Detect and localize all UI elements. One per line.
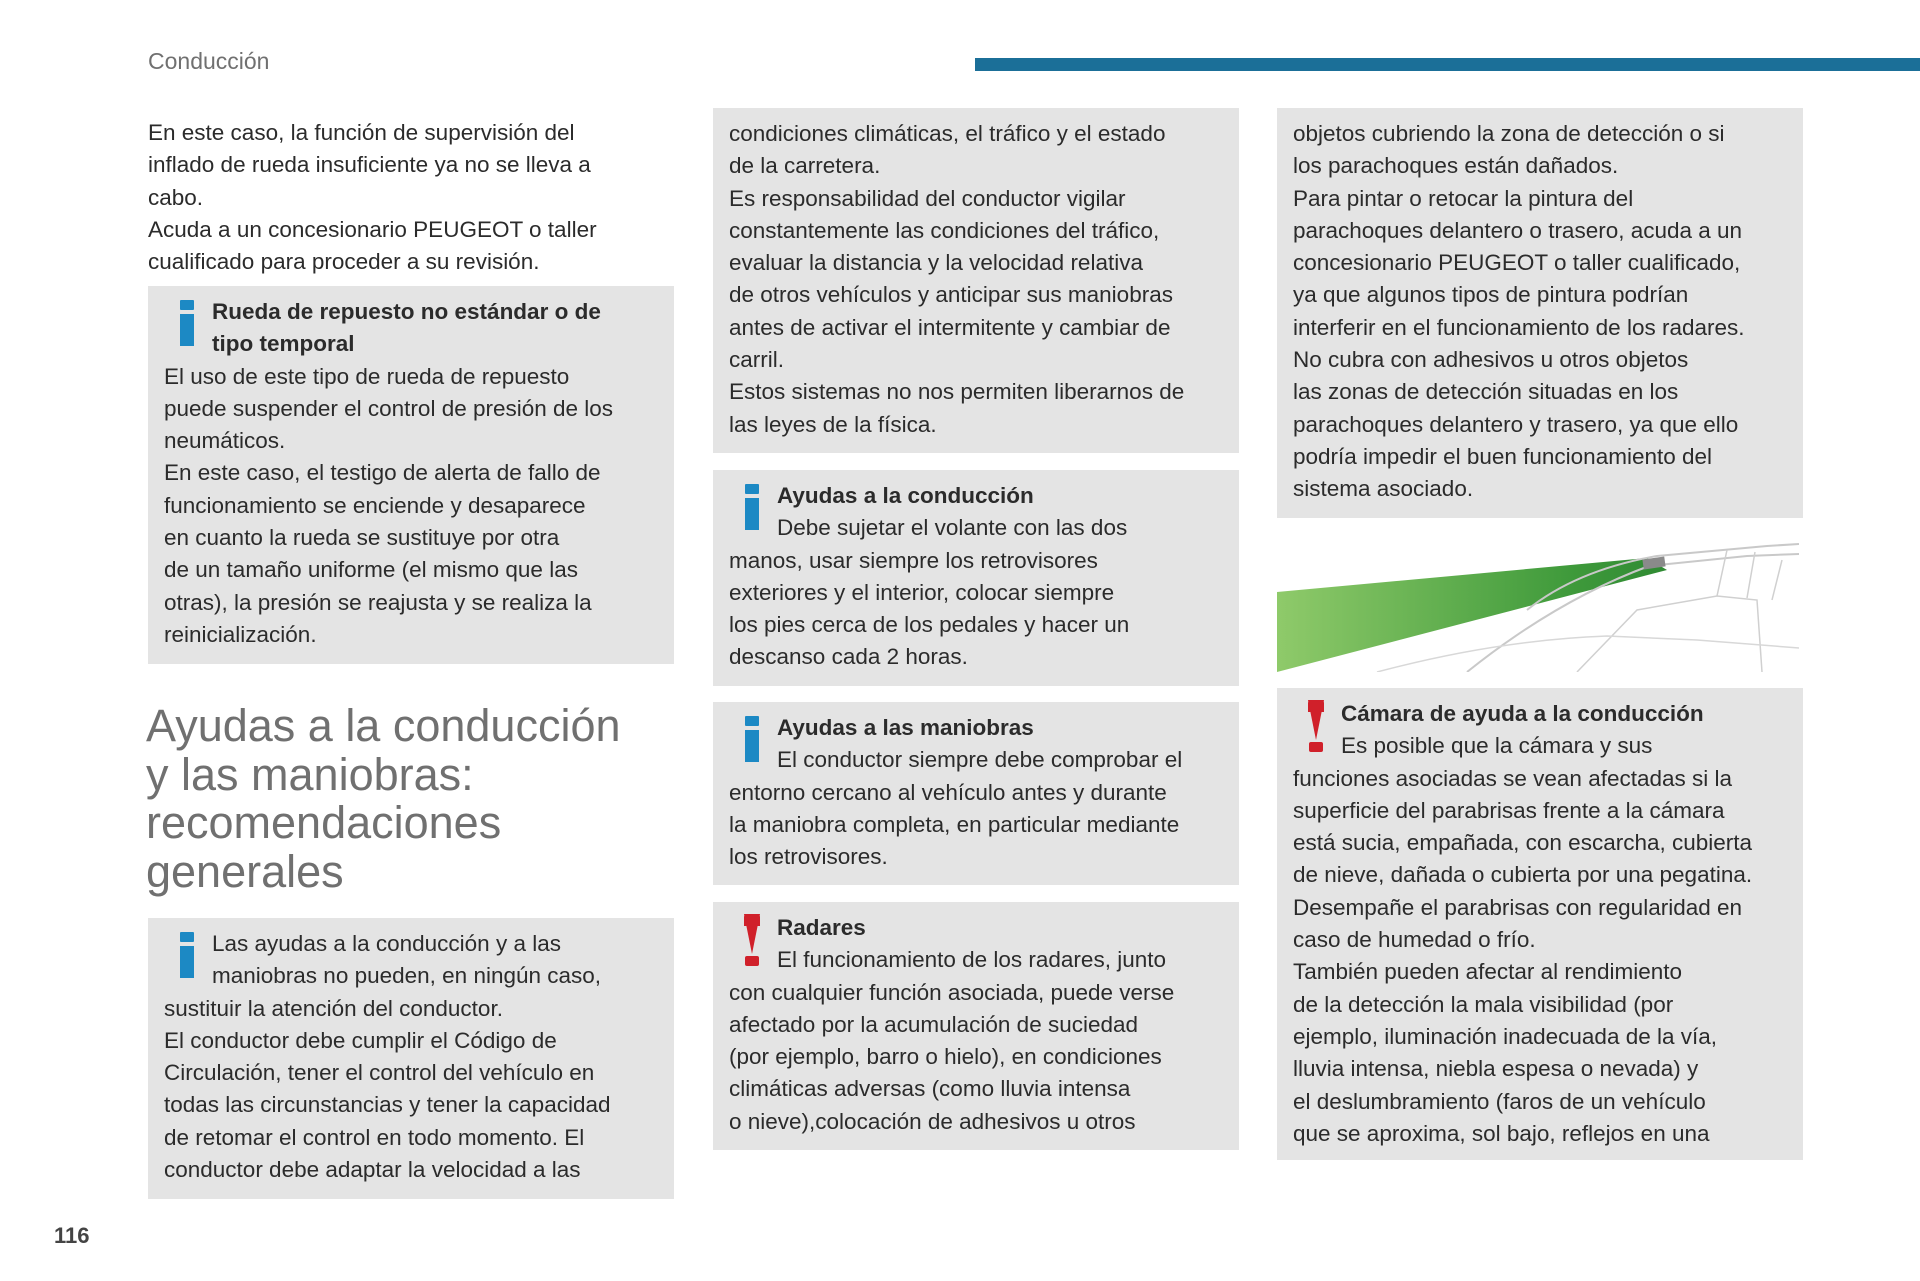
text-line: carril.: [729, 347, 784, 373]
text-line: está sucia, empañada, con escarcha, cubierta: [1293, 830, 1753, 856]
text-line: las leyes de la física.: [729, 411, 937, 437]
text-line: Circulación, tener el control del vehículo en: [164, 1060, 595, 1086]
text-line: sistema asociado.: [1293, 476, 1474, 502]
text-line: puede suspender el control de presión de los: [164, 395, 614, 421]
box-body: [164, 361, 658, 652]
text-line: ejemplo, iluminación inadecuada de la vía,: [1293, 1023, 1718, 1049]
text-line: de nieve, dañada o cubierta por una pegatina.: [1293, 862, 1753, 888]
text-line: concesionario PEUGEOT o taller cualificado,: [1293, 250, 1741, 276]
text-line: podría impedir el buen funcionamiento del: [1293, 443, 1713, 469]
text-line: con cualquier función asociada, puede verse: [729, 979, 1175, 1005]
camera-warning-box: [1277, 688, 1803, 1160]
warning-icon: [729, 912, 777, 970]
text-line: conductor debe adaptar la velocidad a las: [164, 1157, 581, 1183]
text-line: de un tamaño uniforme (el mismo que las: [164, 557, 578, 583]
text-line: Es responsabilidad del conductor vigilar: [729, 185, 1126, 211]
windscreen-camera-illustration: [1277, 540, 1799, 672]
text-line: ya que algunos tipos de pintura podrían: [1293, 282, 1689, 308]
text-line: lluvia intensa, niebla espesa o nevada) y: [1293, 1056, 1699, 1082]
text-line: Desempañe el parabrisas con regularidad en: [1293, 894, 1743, 920]
box-lead: [164, 928, 658, 993]
continued-info-box: [713, 108, 1239, 453]
text-line: condiciones climáticas, el tráfico y el estado: [729, 121, 1166, 146]
text-line: superficie del parabrisas frente a la cámara: [1293, 797, 1725, 823]
text-line: de la detección la mala visibilidad (por: [1293, 991, 1674, 1017]
text-line: afectado por la acumulación de suciedad: [729, 1011, 1139, 1037]
text-line: En este caso, el testigo de alerta de fallo de: [164, 460, 601, 486]
box-title: Radares: [777, 915, 866, 940]
box-title-line: tipo temporal: [212, 331, 355, 357]
driving-aids-info-box: [148, 918, 674, 1199]
text-line: climáticas adversas (como lluvia intensa: [729, 1076, 1131, 1102]
box-body: [164, 993, 658, 1187]
driving-aid-tip-box: [713, 470, 1239, 686]
text-line: constantemente las condiciones del tráfico,: [729, 217, 1160, 243]
text-line: Debe sujetar el volante con las dos: [777, 515, 1128, 541]
box-title-line: Rueda de repuesto no estándar o de: [212, 299, 601, 324]
header-accent-bar: [975, 58, 1920, 71]
box-body: [729, 545, 1223, 674]
camera-beam: [1277, 558, 1667, 672]
heading-line: Ayudas a la conducción: [146, 700, 621, 751]
text-line: El conductor debe cumplir el Código de: [164, 1027, 557, 1053]
info-icon: [164, 296, 212, 354]
section-label: Conducción: [148, 48, 270, 74]
info-icon: [729, 712, 777, 770]
section-heading: [146, 702, 686, 896]
text-line: Estos sistemas no nos permiten liberarnos de: [729, 379, 1185, 405]
text-line: las zonas de detección situadas en los: [1293, 379, 1679, 405]
text-line: los retrovisores.: [729, 844, 888, 870]
text-line: objetos cubriendo la zona de detección o si: [1293, 121, 1725, 146]
text-line: funcionamiento se enciende y desaparece: [164, 492, 586, 518]
text-line: cabo.: [148, 184, 204, 210]
door-line: [1577, 596, 1762, 672]
text-line: de retomar el control en todo momento. El: [164, 1124, 585, 1150]
text-line: manos, usar siempre los retrovisores: [729, 547, 1098, 573]
text-line: caso de humedad o frío.: [1293, 927, 1536, 953]
box-title: [164, 296, 658, 361]
spare-wheel-info-box: [148, 286, 674, 664]
text-line: (por ejemplo, barro o hielo), en condiciones: [729, 1044, 1162, 1070]
text-line: antes de activar el intermitente y cambiar de: [729, 314, 1171, 340]
text-line: El conductor siempre debe comprobar el: [777, 747, 1183, 773]
hood-line: [1377, 636, 1799, 672]
text-line: en cuanto la rueda se sustituye por otra: [164, 525, 560, 551]
text-line: otras), la presión se reajusta y se realiza la: [164, 589, 592, 615]
text-line: evaluar la distancia y la velocidad relativa: [729, 250, 1143, 276]
text-line: También pueden afectar al rendimiento: [1293, 959, 1682, 985]
maneuver-aid-tip-box: [713, 702, 1239, 885]
info-icon: [164, 928, 212, 986]
box-body: [729, 977, 1223, 1138]
box-title: Ayudas a la conducción: [777, 483, 1034, 508]
text-line: Acuda a un concesionario PEUGEOT o taller: [148, 216, 597, 242]
text-line: sustituir la atención del conductor.: [164, 995, 503, 1021]
page-number: 116: [54, 1223, 90, 1248]
box-body: [1293, 118, 1787, 506]
text-line: la maniobra completa, en particular mediante: [729, 811, 1180, 837]
text-line: El funcionamiento de los radares, junto: [777, 947, 1166, 973]
text-line: parachoques delantero y trasero, ya que ello: [1293, 411, 1739, 437]
text-line: inflado de rueda insuficiente ya no se lleva a: [148, 152, 591, 178]
info-icon: [729, 480, 777, 538]
text-line: Es posible que la cámara y sus: [1341, 733, 1653, 759]
text-line: descanso cada 2 horas.: [729, 644, 968, 670]
text-line: No cubra con adhesivos u otros objetos: [1293, 347, 1689, 373]
box-body: [1293, 763, 1787, 1151]
text-line: los pies cerca de los pedales y hacer un: [729, 612, 1130, 638]
text-line: de la carretera.: [729, 153, 881, 179]
box-title: Cámara de ayuda a la conducción: [1341, 701, 1704, 726]
text-line: El uso de este tipo de rueda de repuesto: [164, 363, 570, 389]
text-line: el deslumbramiento (faros de un vehículo: [1293, 1088, 1706, 1114]
text-line: o nieve),colocación de adhesivos u otros: [729, 1108, 1136, 1134]
text-line: funciones asociadas se vean afectadas si la: [1293, 765, 1733, 791]
radar-warning-box: [713, 902, 1239, 1150]
text-line: Las ayudas a la conducción y a las: [212, 931, 561, 956]
warning-icon: [1293, 698, 1341, 756]
heading-line: recomendaciones: [146, 797, 502, 848]
text-line: En este caso, la función de supervisión del: [148, 120, 575, 145]
text-line: cualificado para proceder a su revisión.: [148, 249, 540, 275]
text-line: parachoques delantero o trasero, acuda a un: [1293, 217, 1743, 243]
text-line: entorno cercano al vehículo antes y durante: [729, 779, 1167, 805]
box-title: Ayudas a las maniobras: [777, 715, 1034, 740]
text-line: que se aproxima, sol bajo, reflejos en una: [1293, 1120, 1710, 1146]
radar-continued-box: [1277, 108, 1803, 518]
box-body: [729, 118, 1223, 441]
text-line: maniobras no pueden, en ningún caso,: [212, 963, 602, 989]
text-line: de otros vehículos y anticipar sus maniobras: [729, 282, 1173, 308]
text-line: Para pintar o retocar la pintura del: [1293, 185, 1634, 211]
box-body: [729, 777, 1223, 874]
text-line: los parachoques están dañados.: [1293, 153, 1619, 179]
text-line: interferir en el funcionamiento de los radares.: [1293, 314, 1745, 340]
heading-line: generales: [146, 845, 344, 897]
text-line: neumáticos.: [164, 428, 286, 454]
text-line: reinicialización.: [164, 621, 317, 647]
heading-line: y las maniobras:: [146, 748, 474, 800]
text-line: exteriores y el interior, colocar siempre: [729, 579, 1115, 605]
text-line: todas las circunstancias y tener la capacidad: [164, 1092, 611, 1118]
intro-paragraph: [148, 117, 674, 278]
